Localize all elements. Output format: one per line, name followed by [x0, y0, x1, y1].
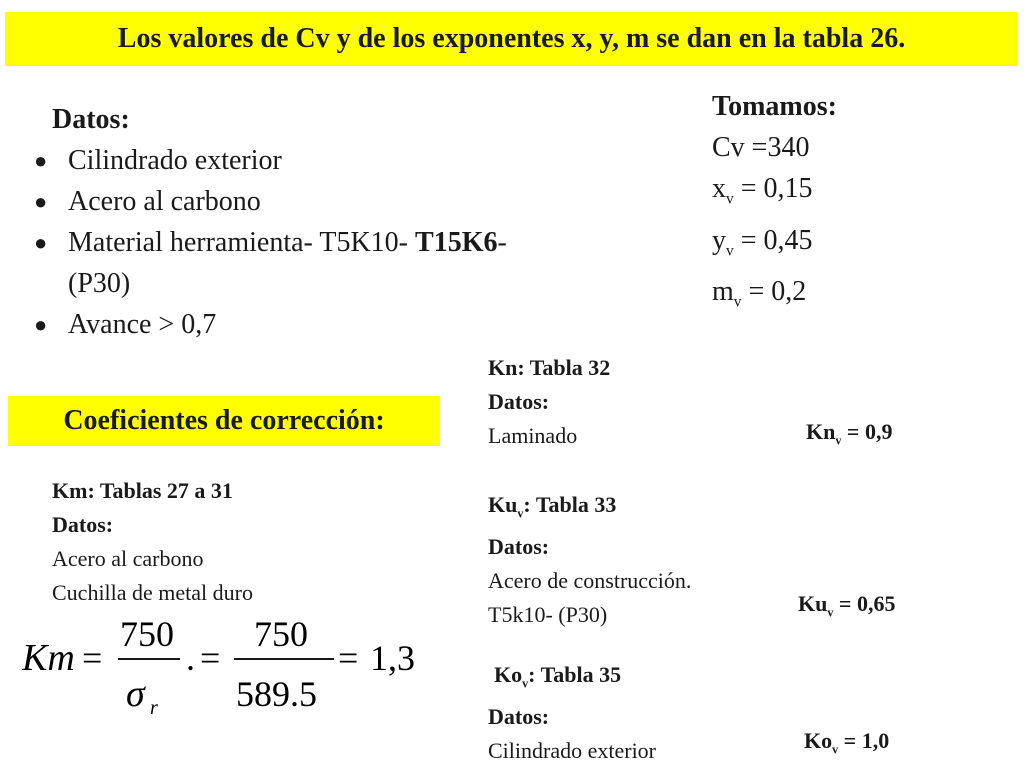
ko-line-1: Cilindrado exterior [488, 738, 657, 764]
formula-den-sigma: σ [126, 673, 145, 715]
ku-block [488, 488, 691, 632]
yv-value: $y_v = 0,45$ [712, 224, 813, 260]
formula-lhs: Km [22, 637, 75, 679]
ku-line-2: T5k10- (P30) [488, 602, 608, 628]
kn-value: $Kn_v = 0,9$ [806, 419, 893, 448]
ku-value: $Ku_v = 0,65$ [798, 591, 896, 620]
kn-title: Kn: Tabla 32 [488, 355, 611, 380]
ko-datos-label: Datos: [488, 704, 550, 730]
list-item: ● Acero al carbono [30, 181, 620, 222]
datos-list [30, 140, 620, 345]
list-item: ● Material herramienta- T5K10- T15K6- (P30) [30, 222, 620, 304]
ko-block [488, 658, 657, 768]
ku-title: $Ku_v$: Tabla 33 [488, 492, 617, 521]
formula-result: 1,3 [370, 638, 415, 678]
km-line-1: Acero al carbono [52, 546, 204, 571]
bullet-icon: ● [34, 230, 48, 255]
cv-value: Cv =340 [712, 132, 810, 163]
datos-heading: Datos: [52, 104, 130, 135]
formula-den-sub: r [150, 697, 158, 719]
kn-datos-label: Datos: [488, 389, 550, 414]
bullet-icon: ● [34, 148, 48, 173]
formula-dot: . [186, 638, 195, 678]
banner-text: Los valores de Cv y de los exponentes x, y, m se dan en la tabla 26. [117, 23, 906, 54]
formula-eq-2: = [200, 638, 221, 678]
formula-num-1: 750 [120, 614, 174, 654]
kn-line-1: Laminado [488, 423, 578, 448]
coeficientes-title: Coeficientes de corrección: [63, 405, 385, 436]
km-line-2: Cuchilla de metal duro [52, 580, 253, 605]
km-title: Km: Tablas 27 a 31 [52, 478, 233, 503]
bullet-icon: ● [34, 312, 48, 337]
formula-eq-1: = [82, 638, 103, 678]
km-formula [22, 612, 442, 722]
formula-den-2: 589.5 [236, 674, 317, 714]
coeficientes-banner [8, 396, 440, 446]
km-datos-label: Datos: [52, 512, 114, 537]
ko-title: $Ko_v$: Tabla 35 [494, 662, 622, 691]
list-item: ● Cilindrado exterior [30, 140, 620, 181]
title-banner [5, 12, 1018, 66]
formula-eq-3: = [338, 638, 359, 678]
km-block [52, 474, 253, 610]
tomamos-block [712, 86, 837, 323]
tomamos-heading: Tomamos: [712, 91, 837, 122]
ku-datos-label: Datos: [488, 534, 550, 560]
ku-line-1: Acero de construcción. [488, 568, 692, 594]
ko-value: $Ko_v = 1,0$ [804, 728, 890, 757]
mv-value: $m_v = 0,2$ [712, 276, 807, 311]
bullet-icon: ● [34, 189, 48, 214]
kn-block [488, 351, 610, 453]
formula-num-2: 750 [254, 614, 308, 654]
xv-value: $x_v = 0,15$ [712, 173, 813, 208]
list-item: ● Avance > 0,7 [30, 304, 620, 345]
